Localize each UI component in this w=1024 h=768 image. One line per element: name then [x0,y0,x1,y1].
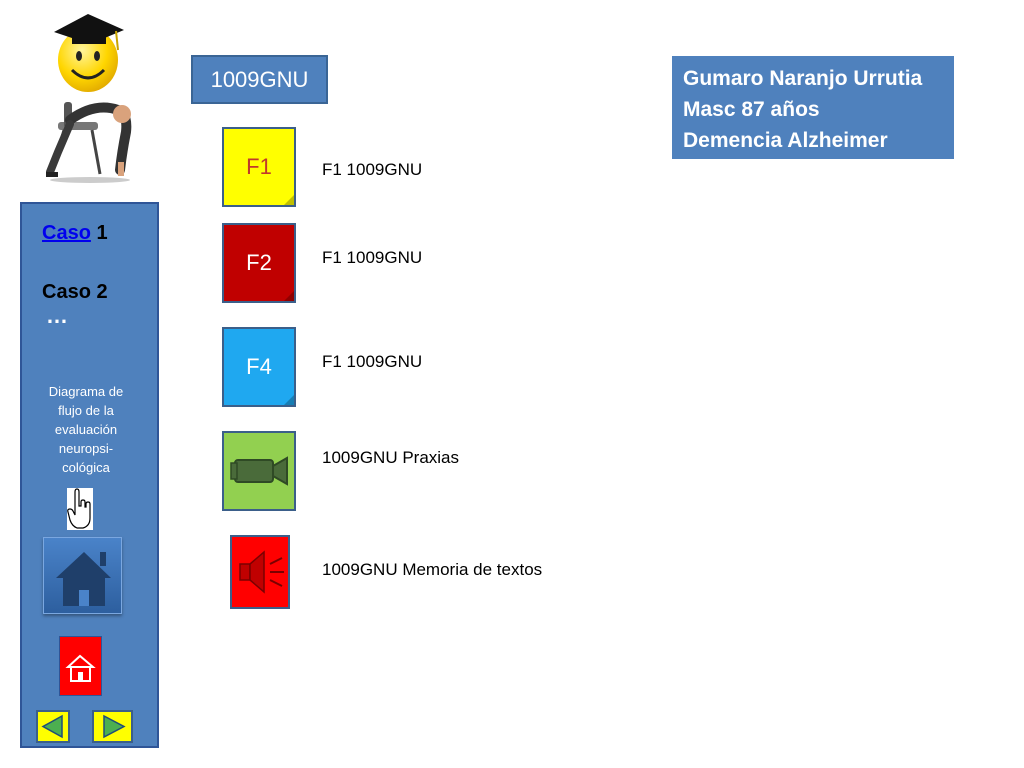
file-row-label[interactable]: 1009GNU Memoria de textos [322,560,543,579]
arrow-left-icon [38,712,68,741]
video-tile[interactable] [222,431,296,511]
file-row-label[interactable]: F1 1009GNU [322,160,423,179]
more-cases-indicator: … [46,303,69,328]
home-button-large[interactable] [43,537,122,614]
graduate-smiley-icon [50,10,126,96]
file-tile-f2-label: F2 [246,250,272,275]
file-tile-f4-label: F4 [246,354,272,379]
arrow-right-icon [94,712,131,741]
video-camera-icon [229,454,289,488]
speaker-icon [232,542,288,602]
patient-diagnosis: Demencia Alzheimer [683,129,888,152]
home-button-small[interactable] [59,636,102,696]
case-1-link-text[interactable]: Caso [42,222,91,244]
file-row-label[interactable]: F1 1009GNU [322,248,423,267]
file-tile-f1[interactable] [222,127,296,207]
flowchart-link-text[interactable]: Diagrama de flujo de la evaluación neuropsi-cológica [48,384,124,475]
previous-button[interactable] [36,710,70,743]
file-tile-f1-label: F1 [246,154,272,179]
next-button[interactable] [92,710,133,743]
patient-demographics: Masc 87 años [683,98,820,121]
patient-name: Gumaro Naranjo Urrutia [683,67,923,90]
case-1-number: 1 [96,222,108,244]
file-tile-f2[interactable] [222,223,296,303]
case-code-text: 1009GNU [210,66,309,92]
home-icon [60,637,101,695]
audio-tile[interactable] [230,535,290,609]
case-2-label[interactable]: Caso 2 [42,281,108,303]
home-icon [44,538,123,615]
patient-info-card [672,56,954,159]
file-row-label[interactable]: F1 1009GNU [322,352,423,371]
case-code-badge [191,55,328,104]
file-tile-f4[interactable] [222,327,296,407]
file-row-label[interactable]: 1009GNU Praxias [322,448,460,467]
case-1-link[interactable] [42,222,108,245]
tired-man-in-chair-image [40,92,140,184]
hand-pointer-icon[interactable] [67,488,93,530]
